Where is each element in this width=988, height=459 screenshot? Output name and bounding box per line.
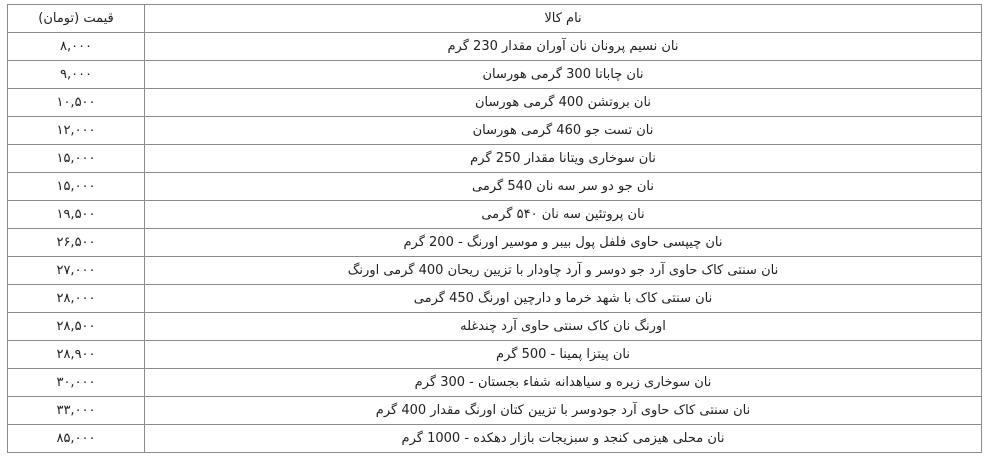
table-row xyxy=(8,369,982,397)
product-name-cell: نان بروتشن 400 گرمی هورسان xyxy=(145,89,982,117)
table-row xyxy=(8,425,982,453)
price-cell: ۱۵,۰۰۰ xyxy=(8,145,145,173)
table-body xyxy=(8,33,982,453)
product-name-cell: نان نسیم پرونان نان آوران مقدار 230 گرم xyxy=(145,33,982,61)
table-row xyxy=(8,397,982,425)
table-row xyxy=(8,145,982,173)
table-row xyxy=(8,117,982,145)
product-name-cell: نان محلی هیزمی کنجد و سبزیجات بازار دهکده - 1000 گرم xyxy=(145,425,982,453)
product-name-cell: نان تست جو 460 گرمی هورسان xyxy=(145,117,982,145)
price-cell: ۱۰,۵۰۰ xyxy=(8,89,145,117)
price-cell: ۲۸,۵۰۰ xyxy=(8,313,145,341)
product-name-cell: نان چاباتا 300 گرمی هورسان xyxy=(145,61,982,89)
product-name-cell: نان سوخاری زیره و سیاهدانه شفاء بجستان - 300 گرم xyxy=(145,369,982,397)
table-row xyxy=(8,61,982,89)
table-row xyxy=(8,89,982,117)
price-cell: ۳۳,۰۰۰ xyxy=(8,397,145,425)
price-cell: ۹,۰۰۰ xyxy=(8,61,145,89)
table-row xyxy=(8,33,982,61)
product-name-cell: نان سنتی کاک با شهد خرما و دارچین اورنگ 450 گرمی xyxy=(145,285,982,313)
header-price: قیمت (تومان) xyxy=(8,5,145,33)
header-product-name: نام کالا xyxy=(145,5,982,33)
price-table-container xyxy=(7,4,981,453)
price-cell: ۸,۰۰۰ xyxy=(8,33,145,61)
price-cell: ۲۶,۵۰۰ xyxy=(8,229,145,257)
table-row xyxy=(8,257,982,285)
price-cell: ۳۰,۰۰۰ xyxy=(8,369,145,397)
table-row xyxy=(8,173,982,201)
price-cell: ۲۷,۰۰۰ xyxy=(8,257,145,285)
product-name-cell: نان سوخاری ویتانا مقدار 250 گرم xyxy=(145,145,982,173)
table-row xyxy=(8,285,982,313)
price-cell: ۱۵,۰۰۰ xyxy=(8,173,145,201)
table-row xyxy=(8,341,982,369)
table-row xyxy=(8,229,982,257)
price-cell: ۱۹,۵۰۰ xyxy=(8,201,145,229)
price-cell: ۱۲,۰۰۰ xyxy=(8,117,145,145)
table-row xyxy=(8,201,982,229)
table-row xyxy=(8,313,982,341)
price-table xyxy=(7,4,982,453)
price-cell: ۲۸,۹۰۰ xyxy=(8,341,145,369)
price-cell: ۸۵,۰۰۰ xyxy=(8,425,145,453)
header-row xyxy=(8,5,982,33)
product-name-cell: نان پروتئین سه نان ۵۴۰ گرمی xyxy=(145,201,982,229)
table-header xyxy=(8,5,982,33)
product-name-cell: اورنگ نان کاک سنتی حاوی آرد چندغله xyxy=(145,313,982,341)
product-name-cell: نان پیتزا پمینا - 500 گرم xyxy=(145,341,982,369)
price-cell: ۲۸,۰۰۰ xyxy=(8,285,145,313)
product-name-cell: نان جو دو سر سه نان 540 گرمی xyxy=(145,173,982,201)
product-name-cell: نان سنتی کاک حاوی آرد جو دوسر و آرد چاودار با تزیین ریحان 400 گرمی اورنگ xyxy=(145,257,982,285)
product-name-cell: نان چیپسی حاوی فلفل پول بیبر و موسیر اورنگ - 200 گرم xyxy=(145,229,982,257)
product-name-cell: نان سنتی کاک حاوی آرد جودوسر با تزیین کتان اورنگ مقدار 400 گرم xyxy=(145,397,982,425)
